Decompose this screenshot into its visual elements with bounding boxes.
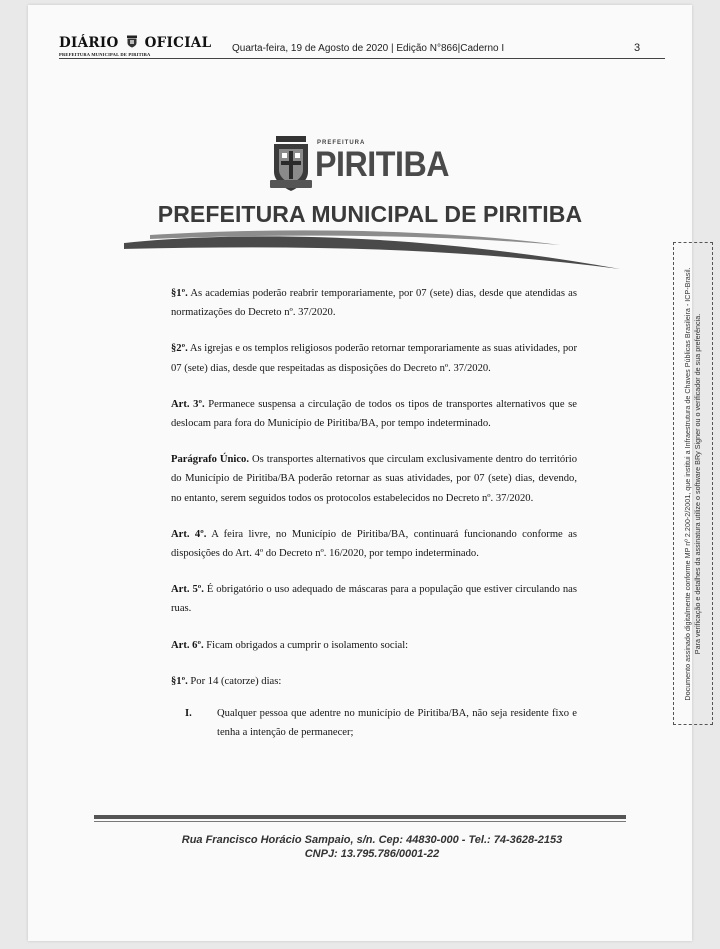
municipal-crest-icon xyxy=(270,136,312,199)
paragraph: Art. 4º. A feira livre, no Município de Piritiba/BA, continuará funcionando conforme as disposições do Art. 4º do Decreto nº. 16/2020, por tempo indeterminado. xyxy=(171,528,577,560)
footer-cnpj: CNPJ: 13.795.786/0001-22 xyxy=(304,848,440,860)
stamp-line-2: Para verificação e detalhes da assinatura utilize o software BRy Signer ou o verificador de sua preferência. xyxy=(693,313,702,654)
header-divider xyxy=(59,58,665,59)
logo-word-left: DIÁRIO xyxy=(59,35,119,51)
decree-body xyxy=(171,284,577,742)
digital-signature-stamp xyxy=(673,242,713,725)
banner-title: PREFEITURA MUNICIPAL DE PIRITIBA xyxy=(157,201,583,227)
stamp-line-1: Documento assinado digitalmente conforme MP nº 2.200-2/2001, que institui a Infraestrutura de Chaves Públicas Brasileira - ICP-Brasil. xyxy=(683,266,692,701)
page-number: 3 xyxy=(634,42,641,54)
crest-icon xyxy=(126,35,138,52)
diario-oficial-logo xyxy=(59,35,212,57)
footer-address-block xyxy=(94,833,650,861)
paragraph: Art. 6º. Ficam obrigados a cumprir o isolamento social: xyxy=(171,639,409,651)
date-edition: Quarta-feira, 19 de Agosto de 2020 | Edição N°866|Caderno I xyxy=(232,43,505,54)
paragraph: Art. 3º. Permanece suspensa a circulação de todos os tipos de transportes alternativos que se deslocam para fora do Município de Piritiba/BA, por tempo indeterminado. xyxy=(171,398,577,430)
footer-address: Rua Francisco Horácio Sampaio, s/n. Cep: 44830-000 - Tel.: 74-3628-2153 xyxy=(181,834,563,846)
logo-subtitle: PREFEITURA MUNICIPAL DE PIRITIBA xyxy=(59,52,151,57)
banner-swoosh xyxy=(120,227,620,276)
list-item-number: I. xyxy=(185,708,192,720)
footer-divider-thin xyxy=(94,821,626,822)
prefeitura-small-label: PREFEITURA xyxy=(317,140,366,146)
city-name: PIRITIBA xyxy=(315,145,450,184)
paragraph: §2º. As igrejas e os templos religiosos poderão retornar temporariamente as suas atividades, por 07 (sete) dias, desde que respeitadas as disposições do Decreto nº. 37/2020. xyxy=(171,343,577,374)
paragraph: Parágrafo Único. Os transportes alternativos que circulam exclusivamente dentro do território do Município de Piritiba/BA poderão retornar as suas atividades, por 07 (sete) dias, devendo, no entanto, serem seguidos todos os protocolos estabelecidos no Decreto nº. 37/2020. xyxy=(171,454,578,504)
paragraph: Art. 5º. É obrigatório o uso adequado de máscaras para a população que estiver circulando nas ruas. xyxy=(171,584,577,615)
paragraph: §1º. As academias poderão reabrir temporariamente, por 07 (sete) dias, desde que atendidas as normatizações do Decreto nº. 37/2020. xyxy=(171,288,577,319)
document-page xyxy=(28,5,702,941)
list-item xyxy=(171,704,577,742)
logo-word-right: OFICIAL xyxy=(144,35,212,51)
footer-divider xyxy=(94,815,626,819)
paragraph: §1º. Por 14 (catorze) dias: xyxy=(171,675,282,687)
list-item-text: Qualquer pessoa que adentre no município de Piritiba/BA, não seja residente fixo e tenha a intenção de permanecer; xyxy=(217,708,577,739)
